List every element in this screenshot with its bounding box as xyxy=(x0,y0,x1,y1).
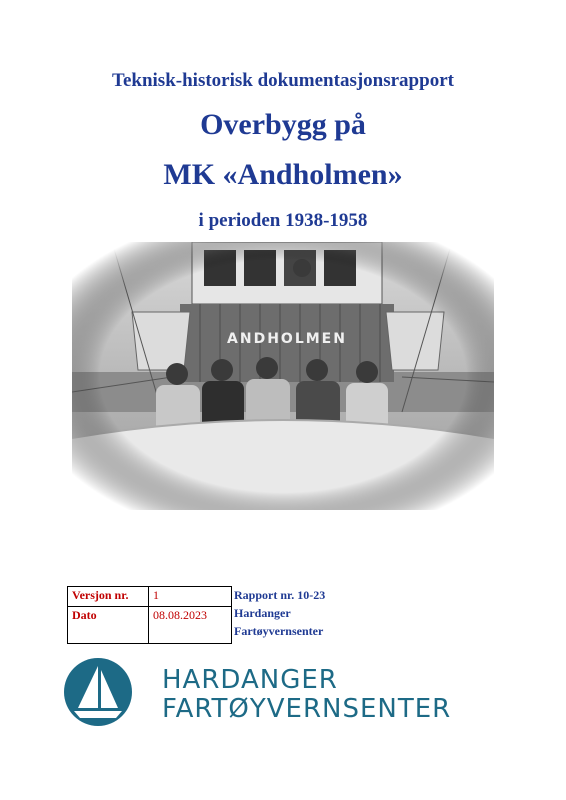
version-table xyxy=(67,586,232,644)
organization-logo xyxy=(64,656,464,736)
date-value: 08.08.2023 xyxy=(149,607,232,644)
period-subtitle: i perioden 1938-1958 xyxy=(198,210,368,231)
logo-line-2: FARTØYVERNSENTER xyxy=(162,694,452,724)
organization-line-2: Fartøyvernsenter xyxy=(234,624,324,638)
version-value: 1 xyxy=(149,587,232,607)
logo-wordmark xyxy=(162,666,451,724)
date-label: Dato xyxy=(68,607,149,644)
cover-photo xyxy=(72,242,494,510)
table-row xyxy=(68,587,232,607)
report-number: Rapport nr. 10-23 xyxy=(234,588,326,602)
table-row xyxy=(68,607,232,644)
version-label: Versjon nr. xyxy=(68,587,149,607)
sailboat-icon xyxy=(64,658,132,726)
report-info xyxy=(234,586,325,640)
title-line-2: MK «Andholmen» xyxy=(163,158,403,191)
document-type: Teknisk-historisk dokumentasjonsrapport xyxy=(112,70,454,91)
organization-line-1: Hardanger xyxy=(234,606,291,620)
title-line-1: Overbygg på xyxy=(200,108,366,141)
logo-line-1: HARDANGER xyxy=(162,665,338,695)
